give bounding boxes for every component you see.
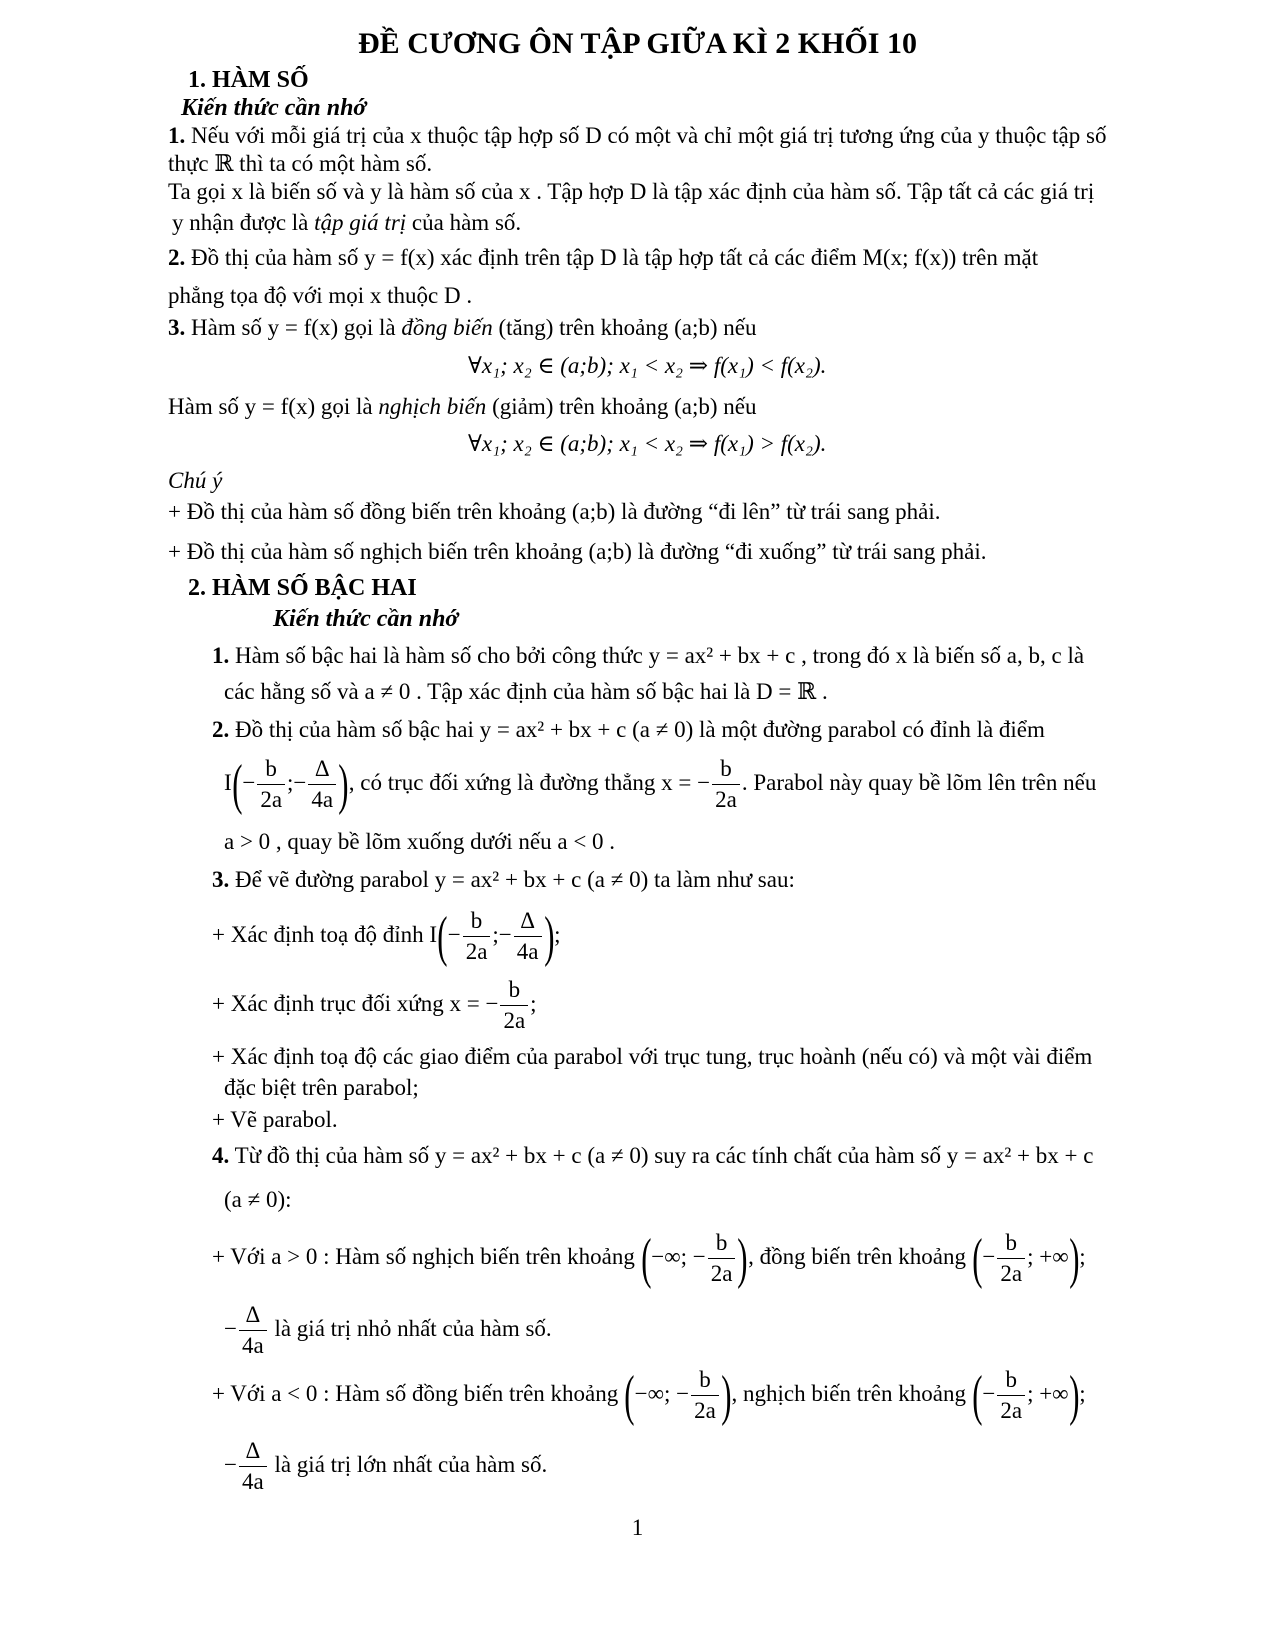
s1-para-2-line-2: phẳng tọa độ với mọi x thuộc D . [168,283,473,308]
s2-step-vertex: + Xác định toạ độ đỉnh I(− $\frac{b}{2a}$ ;− $\frac{\Delta}{4a}$ ); [212,905,561,968]
s2-item-4-line-1: 4. Từ đồ thị của hàm số y = ax² + bx + c (a ≠ 0) suy ra các tính chất của hàm số y = ax² + bx + c [212,1143,1094,1168]
s2-step-axis: + Xác định trục đối xứng x = − $\frac{b}{2a}$ ; [212,975,537,1036]
s1-para-3: 3. Hàm số y = f(x) gọi là đồng biến (tăng) trên khoảng (a;b) nếu [168,315,757,340]
s1-note-2: + Đồ thị của hàm số nghịch biến trên khoảng (a;b) là đường “đi xuống” từ trái sang phải. [168,539,987,564]
section-2-heading: 2. HÀM SỐ BẬC HAI [188,575,417,601]
page-number: 1 [631,1515,644,1540]
s2-case-a-positive: + Với a > 0 : Hàm số nghịch biến trên khoảng (−∞; − $\frac{b}{2a}$ ), đồng biến trên khoảng (− $\frac{b}{2a}$ ; +∞); [212,1227,1086,1290]
s2-step-intersections-line-1: + Xác định toạ độ các giao điểm của parabol với trục tung, trục hoành (nếu có) và một vài điểm [212,1044,1093,1069]
s1-para-2-line-1: 2. Đồ thị của hàm số y = f(x) xác định trên tập D là tập hợp tất cả các điểm M(x; f(x)) trên mặt [168,245,1039,270]
fraction-b-over-2a: $\frac{b}{2a}$ [463,906,491,967]
s2-case-a-negative: + Với a < 0 : Hàm số đồng biến trên khoảng (−∞; − $\frac{b}{2a}$ ), nghịch biến trên khoảng (− $\frac{b}{2a}$ ; +∞); [212,1364,1086,1427]
fraction-b-over-2a: $\frac{b}{2a}$ [257,754,285,815]
s2-case-a-positive-min: − $\frac{\Delta}{4a}$ là giá trị nhỏ nhất của hàm số. [224,1300,552,1361]
fraction-b-over-2a: $\frac{b}{2a}$ [708,1228,736,1289]
s1-formula-increasing: ∀x₁; x₂ ∈ (a;b); x₁ < x₂ ⇒ f(x₁) < f(x₂). [468,353,827,378]
section-1-heading: 1. HÀM SỐ [188,67,309,93]
s2-case-a-negative-max: − $\frac{\Delta}{4a}$ là giá trị lớn nhất của hàm số. [224,1436,547,1497]
s1-formula-decreasing: ∀x₁; x₂ ∈ (a;b); x₁ < x₂ ⇒ f(x₁) > f(x₂). [468,431,827,456]
fraction-b-over-2a: $\frac{b}{2a}$ [500,975,528,1036]
s1-para-4: Hàm số y = f(x) gọi là nghịch biến (giảm) trên khoảng (a;b) nếu [168,394,757,419]
s1-note-1: + Đồ thị của hàm số đồng biến trên khoảng (a;b) là đường “đi lên” từ trái sang phải. [168,499,941,524]
page-title: ĐỀ CƯƠNG ÔN TẬP GIỮA KÌ 2 KHỐI 10 [358,27,917,60]
s2-item-1-line-1: 1. Hàm số bậc hai là hàm số cho bởi công thức y = ax² + bx + c , trong đó x là biến số a, b, c là [212,643,1085,668]
s2-item-3: 3. Để vẽ đường parabol y = ax² + bx + c (a ≠ 0) ta làm như sau: [212,867,795,892]
fraction-delta-over-4a: $\frac{\Delta}{4a}$ [514,906,542,967]
s1-note-label: Chú ý [168,468,223,493]
fraction-b-over-2a: $\frac{b}{2a}$ [691,1365,719,1426]
fraction-b-over-2a: $\frac{b}{2a}$ [997,1228,1025,1289]
fraction-delta-over-4a: $\frac{\Delta}{4a}$ [239,1300,267,1361]
s2-item-1-line-2: các hằng số và a ≠ 0 . Tập xác định của hàm số bậc hai là D = ℝ . [224,679,828,704]
section-1-subheading: Kiến thức cần nhớ [181,95,367,121]
s2-step-intersections-line-2: đặc biệt trên parabol; [224,1075,419,1100]
s1-para-1-line-2: thực ℝ thì ta có một hàm số. [168,151,433,176]
s1-para-1-line-4: y nhận được là tập giá trị của hàm số. [172,210,522,235]
section-2-subheading: Kiến thức cần nhớ [273,606,459,632]
s2-step-draw: + Vẽ parabol. [212,1107,338,1132]
fraction-b-over-2a: $\frac{b}{2a}$ [712,754,740,815]
fraction-b-over-2a: $\frac{b}{2a}$ [997,1365,1025,1426]
s1-para-1-line-1: 1. Nếu với mỗi giá trị của x thuộc tập hợp số D có một và chỉ một giá trị tương ứng của y thuộc tập số [168,123,1107,148]
s2-item-2-line-2: I(− $\frac{b}{2a}$ ;− $\frac{\Delta}{4a}$ ), có trục đối xứng là đường thẳng x = − $\frac{b}{2a}$ . Parabol này quay bề lõm lên trên nếu [224,753,1097,816]
s2-item-4-line-2: (a ≠ 0): [224,1187,292,1212]
s2-item-2-line-3: a > 0 , quay bề lõm xuống dưới nếu a < 0 . [224,829,616,854]
s2-item-2-line-1: 2. Đồ thị của hàm số bậc hai y = ax² + bx + c (a ≠ 0) là một đường parabol có đỉnh là điểm [212,717,1045,742]
fraction-delta-over-4a: $\frac{\Delta}{4a}$ [239,1436,267,1497]
s1-para-1-line-3: Ta gọi x là biến số và y là hàm số của x . Tập hợp D là tập xác định của hàm số. Tập tất cả các giá trị [168,179,1095,204]
fraction-delta-over-4a: $\frac{\Delta}{4a}$ [308,754,336,815]
